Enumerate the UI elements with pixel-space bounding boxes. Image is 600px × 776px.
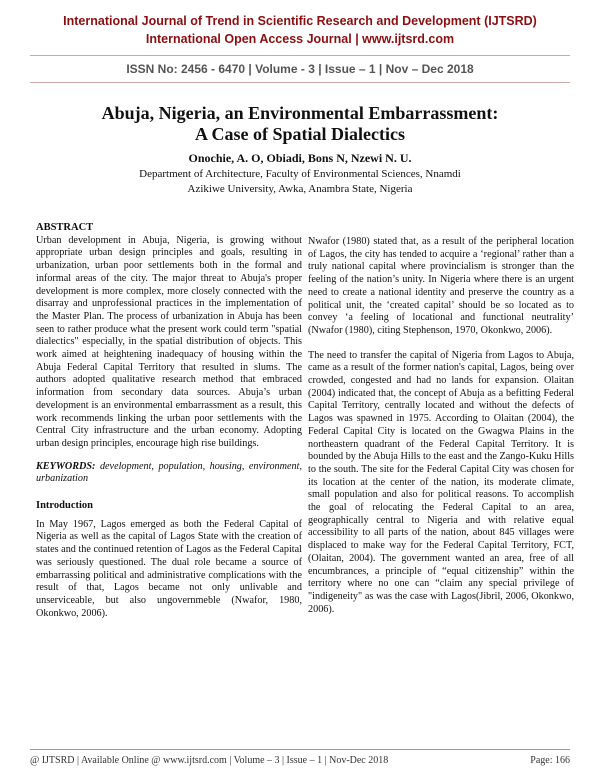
page-number: Page: 166 <box>530 755 570 766</box>
footer-citation: @ IJTSRD | Available Online @ www.ijtsrd.com | Volume – 3 | Issue – 1 | Nov-Dec 2018 <box>30 755 389 766</box>
title-line-2: A Case of Spatial Dialectics <box>195 124 405 144</box>
journal-access-line: International Open Access Journal | www.ijtsrd.com <box>145 32 455 46</box>
paper-title <box>0 103 600 145</box>
affiliation-line-1: Department of Architecture, Faculty of Environmental Sciences, Nnamdi <box>139 168 461 180</box>
header-rule-top <box>30 55 570 56</box>
introduction-text: In May 1967, Lagos emerged as both the Federal Capital of Nigeria as well as the capital of Lagos State with the creation of states and the continued retention of Lagos as the Federal Capital was seriously questioned. The dual role became a source of embarrassing political and administrative complications with the result of that, Lagos became not only unlivable and unserviceable, but also ungovernmeble (Nwafor, 1980, Okonkwo, 2006). <box>36 518 302 619</box>
authors: Onochie, A. O, Obiadi, Bons N, Nzewi N. U. <box>188 151 412 165</box>
introduction-heading: Introduction <box>36 500 93 512</box>
abstract-text: Urban development in Abuja, Nigeria, is growing without appropriate urban design principles and goals, resulting in urbanization, urban poor settlements both in the formal and informal areas of the city. The major threat to Abuja's proper development is more complex, more closely connected with the disarray and unprofessional practices in the implementation of the Master Plan. The process of urbanization in Abuja has been seen to rather produce what the present work could term "spatial dialectics" especially, in the spatial distribution of objects. This work aimed at heightening inadequacy of housing within the Abuja Federal Capital Territory that resulted in slums. The authors adopted qualitative research method that embraced information from secondary data sources. Abuja’s urban development is an environmental embarrassment as a result, this work recommends linking the urban poor settlements with the Central City infrastructure and the urban economy. Adopting urban design principles, encourage high rise buildings. <box>36 234 302 449</box>
keywords <box>36 461 302 486</box>
abstract-heading: ABSTRACT <box>36 222 94 233</box>
title-line-1: Abuja, Nigeria, an Environmental Embarrassment: <box>101 103 499 123</box>
journal-name: International Journal of Trend in Scientific Research and Development (IJTSRD) <box>63 14 537 28</box>
right-column <box>308 236 574 616</box>
affiliation <box>0 167 600 197</box>
keywords-label: KEYWORDS: <box>36 460 96 472</box>
right-paragraph-2: The need to transfer the capital of Nigeria from Lagos to Abuja, came as a result of the former nation's capital, Lagos, being over crowded, congested and had no lands for expansion. Olaitan (2004) indicated that, the concept of Abuja as a befitting Federal Capital Territory, centrally located and without the defects of Lagos was spawned in 1975. According to Olaitan (2004), the Federal Capital City is located on the Gwagwa Plains in the northeastern quadrant of the Federal Capital Territory. It is bounded by the Abuja Hills to the east and the Zango-Kuku Hills to the south. The site for the Federal Capital City was chosen for its location at the center of the nation, its moderate climate, small population and also for political reasons. To accomplish the goal of relocating the Federal Capital to an area, geographically central to Nigeria and with relative equal accessibility to all parts of the nation, about 845 villages were displaced to make way for the Federal Capital Territory, FCT, (Olaitan, 2004). The government wanted an area, free of all encumbrances, a principle of “equal citizenship” within the territory where no one can “claim any special privilege of "indigeneity" as was the case with Lagos(Jibril, 2006, Okonkwo, 2006). <box>308 349 574 615</box>
affiliation-line-2: Azikiwe University, Awka, Anambra State, Nigeria <box>187 183 413 195</box>
keywords-text: development, population, housing, environment, urbanization <box>36 460 303 485</box>
issue-line: ISSN No: 2456 - 6470 | Volume - 3 | Issue – 1 | Nov – Dec 2018 <box>126 62 474 76</box>
right-paragraph-1: Nwafor (1980) stated that, as a result of the peripheral location of Lagos, the city has tended to acquire a ‘regional’ rather than a truly national capital where provincialism is stronger than the feeling of the nation’s unity. In Nigeria where there is an urgent need to create a national identity and preserve the country as a political unit, the ‘created capital’ should be so located as to convey ‘a feeling of locational and functional neutrality’ (Nwafor (1980), citing Stephenson, 1970, Okonkwo, 2006). <box>308 236 574 336</box>
header-rule-bottom <box>30 82 570 83</box>
left-column <box>36 222 302 620</box>
footer-rule <box>30 749 570 750</box>
